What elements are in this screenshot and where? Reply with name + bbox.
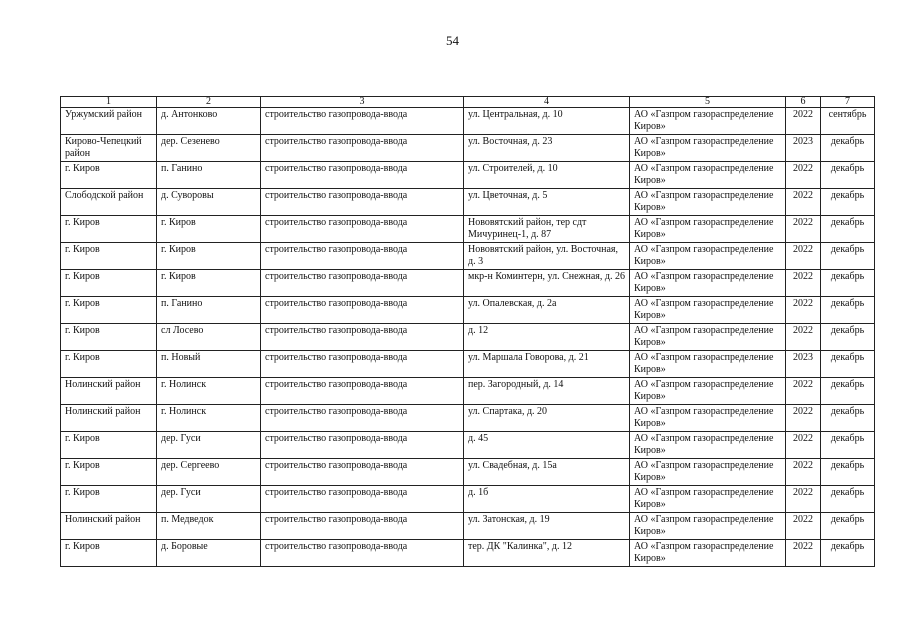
settlement-cell: дер. Сезенево (157, 135, 261, 162)
month-cell: декабрь (821, 513, 875, 540)
year-cell: 2022 (786, 540, 821, 567)
settlement-cell: сл Лосево (157, 324, 261, 351)
district-cell: г. Киров (61, 216, 157, 243)
table-row (61, 432, 875, 459)
month-cell: декабрь (821, 162, 875, 189)
address-cell: Нововятский район, ул. Восточная, д. 3 (464, 243, 630, 270)
month-cell: декабрь (821, 486, 875, 513)
work-type-cell: строительство газопровода-ввода (261, 351, 464, 378)
column-header: 5 (630, 97, 786, 108)
table-row (61, 108, 875, 135)
organization-cell: АО «Газпром газораспределение Киров» (630, 189, 786, 216)
table-row (61, 243, 875, 270)
work-type-cell: строительство газопровода-ввода (261, 405, 464, 432)
organization-cell: АО «Газпром газораспределение Киров» (630, 216, 786, 243)
month-cell: декабрь (821, 405, 875, 432)
table-row (61, 189, 875, 216)
district-cell: г. Киров (61, 270, 157, 297)
district-cell: г. Киров (61, 459, 157, 486)
month-cell: декабрь (821, 189, 875, 216)
table-row (61, 405, 875, 432)
year-cell: 2022 (786, 459, 821, 486)
work-type-cell: строительство газопровода-ввода (261, 459, 464, 486)
settlement-cell: п. Ганино (157, 162, 261, 189)
organization-cell: АО «Газпром газораспределение Киров» (630, 162, 786, 189)
settlement-cell: г. Нолинск (157, 405, 261, 432)
settlement-cell: п. Медведок (157, 513, 261, 540)
table-row (61, 162, 875, 189)
organization-cell: АО «Газпром газораспределение Киров» (630, 135, 786, 162)
month-cell: сентябрь (821, 108, 875, 135)
address-cell: ул. Опалевская, д. 2а (464, 297, 630, 324)
address-cell: мкр-н Коминтерн, ул. Снежная, д. 26 (464, 270, 630, 297)
month-cell: декабрь (821, 459, 875, 486)
organization-cell: АО «Газпром газораспределение Киров» (630, 540, 786, 567)
work-type-cell: строительство газопровода-ввода (261, 432, 464, 459)
year-cell: 2022 (786, 297, 821, 324)
settlement-cell: д. Боровые (157, 540, 261, 567)
month-cell: декабрь (821, 270, 875, 297)
settlement-cell: г. Нолинск (157, 378, 261, 405)
work-type-cell: строительство газопровода-ввода (261, 162, 464, 189)
organization-cell: АО «Газпром газораспределение Киров» (630, 243, 786, 270)
year-cell: 2022 (786, 324, 821, 351)
table-header-row (61, 97, 875, 108)
column-header: 2 (157, 97, 261, 108)
address-cell: пер. Загородный, д. 14 (464, 378, 630, 405)
organization-cell: АО «Газпром газораспределение Киров» (630, 351, 786, 378)
work-type-cell: строительство газопровода-ввода (261, 270, 464, 297)
organization-cell: АО «Газпром газораспределение Киров» (630, 297, 786, 324)
organization-cell: АО «Газпром газораспределение Киров» (630, 378, 786, 405)
district-cell: Кирово-Чепецкий район (61, 135, 157, 162)
table-row (61, 324, 875, 351)
year-cell: 2022 (786, 243, 821, 270)
year-cell: 2022 (786, 189, 821, 216)
address-cell: ул. Цветочная, д. 5 (464, 189, 630, 216)
organization-cell: АО «Газпром газораспределение Киров» (630, 324, 786, 351)
address-cell: ул. Свадебная, д. 15а (464, 459, 630, 486)
table-row (61, 459, 875, 486)
district-cell: г. Киров (61, 540, 157, 567)
year-cell: 2022 (786, 378, 821, 405)
column-header: 4 (464, 97, 630, 108)
settlement-cell: дер. Гуси (157, 432, 261, 459)
month-cell: декабрь (821, 324, 875, 351)
district-cell: г. Киров (61, 351, 157, 378)
work-type-cell: строительство газопровода-ввода (261, 324, 464, 351)
district-cell: г. Киров (61, 432, 157, 459)
month-cell: декабрь (821, 540, 875, 567)
year-cell: 2022 (786, 162, 821, 189)
month-cell: декабрь (821, 351, 875, 378)
table-row (61, 216, 875, 243)
work-type-cell: строительство газопровода-ввода (261, 378, 464, 405)
table-row (61, 135, 875, 162)
month-cell: декабрь (821, 297, 875, 324)
organization-cell: АО «Газпром газораспределение Киров» (630, 432, 786, 459)
address-cell: Нововятский район, тер сдт Мичуринец-1, д. 87 (464, 216, 630, 243)
table-row (61, 486, 875, 513)
column-header: 3 (261, 97, 464, 108)
settlement-cell: г. Киров (157, 270, 261, 297)
district-cell: Уржумский район (61, 108, 157, 135)
district-cell: Нолинский район (61, 405, 157, 432)
year-cell: 2022 (786, 432, 821, 459)
district-cell: Нолинский район (61, 513, 157, 540)
table-row (61, 270, 875, 297)
year-cell: 2023 (786, 351, 821, 378)
month-cell: декабрь (821, 216, 875, 243)
work-type-cell: строительство газопровода-ввода (261, 297, 464, 324)
settlement-cell: д. Суворовы (157, 189, 261, 216)
address-cell: д. 12 (464, 324, 630, 351)
district-cell: г. Киров (61, 486, 157, 513)
month-cell: декабрь (821, 378, 875, 405)
table-row (61, 378, 875, 405)
page-number: 54 (446, 33, 459, 48)
organization-cell: АО «Газпром газораспределение Киров» (630, 270, 786, 297)
settlement-cell: п. Ганино (157, 297, 261, 324)
address-cell: тер. ДК "Калинка", д. 12 (464, 540, 630, 567)
month-cell: декабрь (821, 243, 875, 270)
settlement-cell: п. Новый (157, 351, 261, 378)
column-header: 1 (61, 97, 157, 108)
organization-cell: АО «Газпром газораспределение Киров» (630, 486, 786, 513)
year-cell: 2023 (786, 135, 821, 162)
address-cell: д. 1б (464, 486, 630, 513)
district-cell: Нолинский район (61, 378, 157, 405)
work-type-cell: строительство газопровода-ввода (261, 135, 464, 162)
district-cell: г. Киров (61, 243, 157, 270)
work-type-cell: строительство газопровода-ввода (261, 540, 464, 567)
work-type-cell: строительство газопровода-ввода (261, 189, 464, 216)
organization-cell: АО «Газпром газораспределение Киров» (630, 108, 786, 135)
settlement-cell: дер. Сергеево (157, 459, 261, 486)
district-cell: г. Киров (61, 162, 157, 189)
address-cell: ул. Центральная, д. 10 (464, 108, 630, 135)
table-row (61, 297, 875, 324)
year-cell: 2022 (786, 405, 821, 432)
address-cell: ул. Затонская, д. 19 (464, 513, 630, 540)
organization-cell: АО «Газпром газораспределение Киров» (630, 405, 786, 432)
month-cell: декабрь (821, 432, 875, 459)
address-cell: ул. Спартака, д. 20 (464, 405, 630, 432)
table-row (61, 351, 875, 378)
work-type-cell: строительство газопровода-ввода (261, 243, 464, 270)
settlement-cell: г. Киров (157, 216, 261, 243)
organization-cell: АО «Газпром газораспределение Киров» (630, 459, 786, 486)
settlement-cell: г. Киров (157, 243, 261, 270)
work-type-cell: строительство газопровода-ввода (261, 513, 464, 540)
year-cell: 2022 (786, 108, 821, 135)
month-cell: декабрь (821, 135, 875, 162)
column-header: 7 (821, 97, 875, 108)
district-cell: г. Киров (61, 324, 157, 351)
table-row (61, 513, 875, 540)
year-cell: 2022 (786, 270, 821, 297)
district-cell: г. Киров (61, 297, 157, 324)
year-cell: 2022 (786, 216, 821, 243)
work-type-cell: строительство газопровода-ввода (261, 486, 464, 513)
year-cell: 2022 (786, 486, 821, 513)
district-cell: Слободской район (61, 189, 157, 216)
organization-cell: АО «Газпром газораспределение Киров» (630, 513, 786, 540)
work-type-cell: строительство газопровода-ввода (261, 108, 464, 135)
address-cell: д. 45 (464, 432, 630, 459)
address-cell: ул. Восточная, д. 23 (464, 135, 630, 162)
work-type-cell: строительство газопровода-ввода (261, 216, 464, 243)
address-cell: ул. Строителей, д. 10 (464, 162, 630, 189)
settlement-cell: дер. Гуси (157, 486, 261, 513)
table-row (61, 540, 875, 567)
settlement-cell: д. Антонково (157, 108, 261, 135)
address-cell: ул. Маршала Говорова, д. 21 (464, 351, 630, 378)
gas-pipeline-table (60, 96, 875, 567)
year-cell: 2022 (786, 513, 821, 540)
column-header: 6 (786, 97, 821, 108)
